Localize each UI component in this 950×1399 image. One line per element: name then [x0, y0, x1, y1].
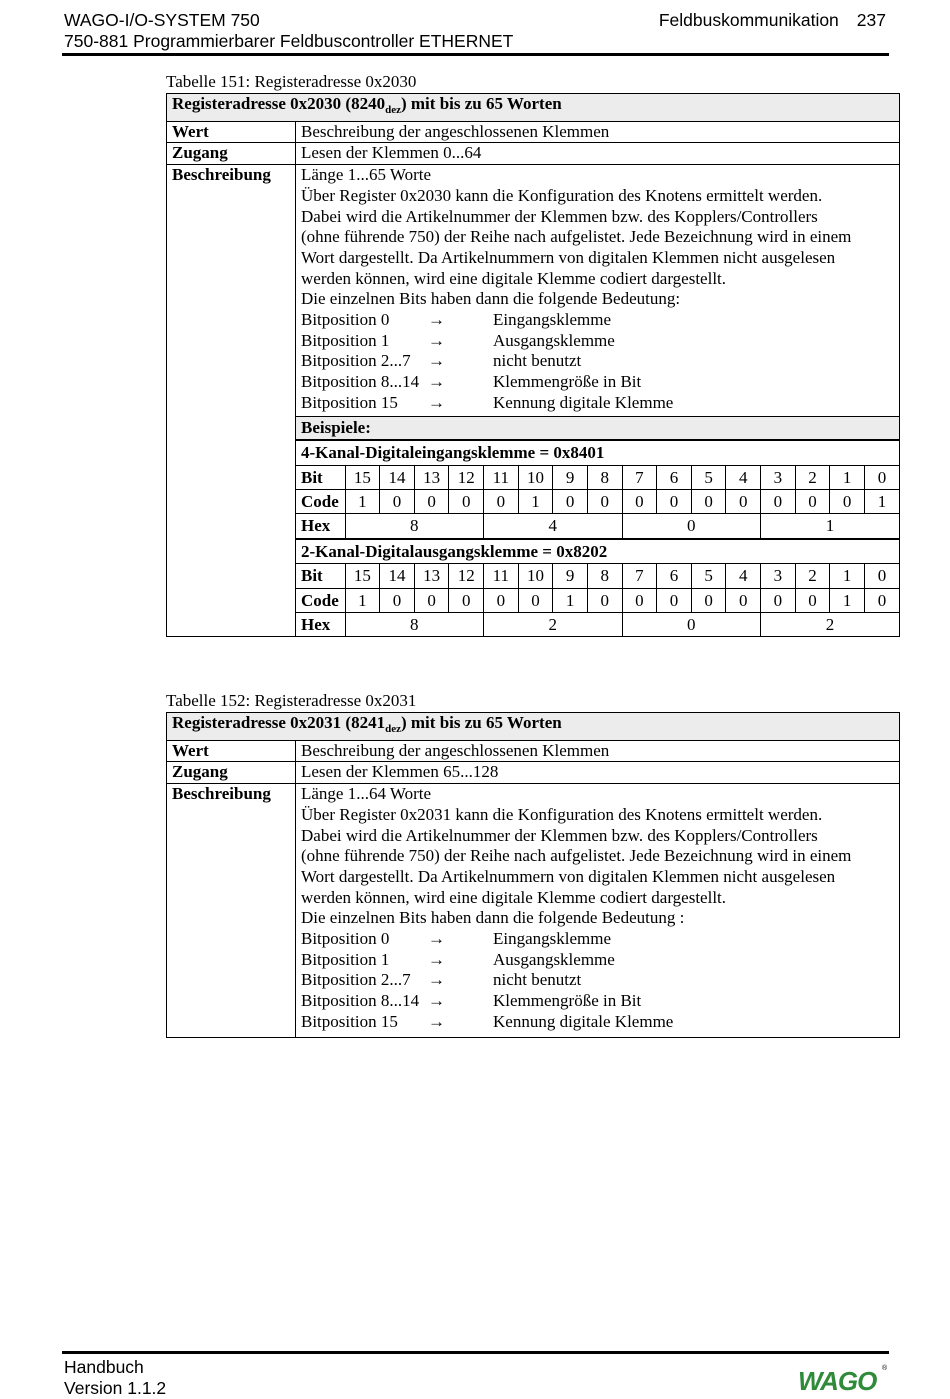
- bit-number: 13: [414, 564, 449, 588]
- bitposition-meaning: Klemmengröße in Bit: [493, 991, 642, 1011]
- row-value: Lesen der Klemmen 65...128: [296, 762, 900, 784]
- hex-row-label: Hex: [296, 514, 345, 538]
- code-row-label: Code: [296, 489, 345, 513]
- code-bit: 1: [830, 588, 865, 612]
- bit-number: 10: [518, 564, 553, 588]
- code-bit: 0: [414, 588, 449, 612]
- code-bit: 0: [587, 588, 622, 612]
- bit-number: 9: [553, 564, 588, 588]
- description-text: [301, 784, 894, 1032]
- version-label: Version 1.1.2: [64, 1378, 167, 1398]
- arrow-icon: →: [428, 392, 445, 412]
- description-line: Länge 1...65 Worte: [301, 165, 432, 185]
- page-header-left: [64, 10, 513, 52]
- bit-number: 8: [587, 564, 622, 588]
- bitposition-meaning: Klemmengröße in Bit: [493, 372, 642, 392]
- bitposition-meaning: Ausgangsklemme: [493, 949, 615, 969]
- row-label: Zugang: [167, 762, 296, 784]
- logo-wordmark: WAGO: [798, 1366, 877, 1394]
- code-row-label: Code: [296, 588, 345, 612]
- bit-row-label: Bit: [296, 465, 345, 489]
- code-bit: 0: [691, 489, 726, 513]
- document-subtitle: 750-881 Programmierbarer Feldbuscontroller ETHERNET: [64, 31, 514, 51]
- bit-number: 3: [761, 564, 796, 588]
- bit-number: 0: [864, 465, 899, 489]
- description-line: werden können, wird eine digitale Klemme codiert dargestellt.: [301, 887, 727, 907]
- code-bit: 0: [761, 489, 796, 513]
- description-line: Dabei wird die Artikelnummer der Klemmen bzw. des Kopplers/Controllers: [301, 825, 818, 845]
- bitposition-meaning: nicht benutzt: [493, 351, 582, 371]
- table-row-zugang: [167, 143, 900, 165]
- code-bit: 0: [449, 588, 484, 612]
- bit-number: 11: [484, 564, 519, 588]
- header-subscript: dez: [385, 723, 401, 735]
- row-label: Wert: [167, 121, 296, 143]
- bitposition-line: [301, 950, 894, 971]
- page-number: 237: [856, 10, 886, 30]
- hex-digit: 8: [345, 612, 484, 636]
- code-row: [296, 489, 899, 513]
- description-cell: [296, 165, 900, 416]
- arrow-icon: →: [428, 949, 445, 969]
- example-title: 2-Kanal-Digitalausgangsklemme = 0x8202: [296, 539, 899, 563]
- registered-mark: ®: [882, 1365, 888, 1372]
- bit-number: 5: [691, 564, 726, 588]
- bit-number: 15: [345, 465, 380, 489]
- page-header-right: [659, 10, 886, 31]
- bit-number: 10: [518, 465, 553, 489]
- manual-label: Handbuch: [64, 1357, 144, 1377]
- bit-number: 14: [380, 564, 415, 588]
- arrow-icon: →: [428, 310, 445, 330]
- arrow-icon: →: [428, 351, 445, 371]
- code-bit: 0: [795, 588, 830, 612]
- code-bit: 0: [657, 489, 692, 513]
- register-table-0x2030: [166, 93, 900, 637]
- description-line: Über Register 0x2030 kann die Konfiguration des Knotens ermittelt werden.: [301, 185, 823, 205]
- table-151-caption: Tabelle 151: Registeradresse 0x2030: [166, 72, 417, 91]
- bitposition-meaning: Kennung digitale Klemme: [493, 1011, 674, 1031]
- bit-row-label: Bit: [296, 564, 345, 588]
- bitposition-line: [301, 310, 894, 331]
- table-row-wert: [167, 121, 900, 143]
- table-row-wert: [167, 740, 900, 762]
- register-table-0x2031: [166, 712, 900, 1038]
- arrow-icon: →: [428, 1011, 445, 1031]
- code-bit: 0: [622, 489, 657, 513]
- bitposition-label: Bitposition 8...14: [301, 372, 420, 392]
- description-line: Die einzelnen Bits haben dann die folgende Bedeutung :: [301, 908, 685, 928]
- hex-digit: 1: [761, 514, 900, 538]
- header-subscript: dez: [385, 104, 401, 116]
- section-title: Feldbuskommunikation: [658, 10, 839, 30]
- hex-digit: 2: [484, 612, 623, 636]
- bitposition-meaning: Eingangsklemme: [493, 310, 612, 330]
- bitposition-label: Bitposition 2...7: [301, 970, 411, 990]
- code-bit: 0: [553, 489, 588, 513]
- header-text: Registeradresse 0x2031 (8241: [172, 713, 386, 732]
- bit-row: [296, 564, 899, 588]
- bit-number: 11: [484, 465, 519, 489]
- bit-table-example-1: [296, 440, 899, 538]
- bitposition-line: [301, 929, 894, 950]
- page-footer-left: [64, 1357, 166, 1399]
- row-label: Beschreibung: [167, 165, 296, 637]
- bit-number: 9: [553, 465, 588, 489]
- table-row-beschreibung: [167, 165, 900, 416]
- bitposition-line: [301, 351, 894, 372]
- wago-logo: [796, 1362, 892, 1394]
- description-line: (ohne führende 750) der Reihe nach aufgelistet. Jede Bezeichnung wird in einem: [301, 227, 852, 247]
- bit-table-example-2: [296, 539, 899, 637]
- bitposition-line: [301, 991, 894, 1012]
- bit-number: 7: [622, 564, 657, 588]
- header-text-suffix: ) mit bis zu 65 Worten: [400, 94, 562, 113]
- bitposition-label: Bitposition 0: [301, 310, 390, 330]
- example-title-row: [296, 539, 899, 563]
- arrow-icon: →: [428, 372, 445, 392]
- row-value: Beschreibung der angeschlossenen Klemmen: [296, 121, 900, 143]
- bitposition-line: [301, 372, 894, 393]
- row-label: Beschreibung: [167, 784, 296, 1037]
- hex-digit: 2: [761, 612, 900, 636]
- description-line: (ohne führende 750) der Reihe nach aufgelistet. Jede Bezeichnung wird in einem: [301, 846, 852, 866]
- bitposition-meaning: nicht benutzt: [493, 970, 582, 990]
- hex-digit: 0: [622, 514, 761, 538]
- bit-number: 6: [657, 465, 692, 489]
- arrow-icon: →: [428, 991, 445, 1011]
- bitposition-label: Bitposition 15: [301, 392, 398, 412]
- table-header-cell: [167, 94, 900, 122]
- header-text-suffix: ) mit bis zu 65 Worten: [400, 713, 562, 732]
- table-header-cell: [167, 713, 900, 741]
- bit-number: 15: [345, 564, 380, 588]
- bit-number: 1: [830, 564, 865, 588]
- row-label: Wert: [167, 740, 296, 762]
- bitposition-label: Bitposition 1: [301, 949, 390, 969]
- code-bit: 0: [484, 588, 519, 612]
- bit-number: 4: [726, 564, 761, 588]
- hex-row-label: Hex: [296, 612, 345, 636]
- bitposition-label: Bitposition 2...7: [301, 351, 411, 371]
- bitposition-label: Bitposition 15: [301, 1011, 398, 1031]
- example-title-row: [296, 441, 899, 465]
- code-bit: 1: [864, 489, 899, 513]
- description-line: Die einzelnen Bits haben dann die folgende Bedeutung:: [301, 289, 681, 309]
- row-value: Lesen der Klemmen 0...64: [296, 143, 900, 165]
- description-line: Über Register 0x2031 kann die Konfiguration des Knotens ermittelt werden.: [301, 804, 823, 824]
- description-line: werden können, wird eine digitale Klemme codiert dargestellt.: [301, 268, 727, 288]
- header-divider: [62, 53, 889, 56]
- hex-row: [296, 514, 899, 538]
- code-bit: 0: [380, 588, 415, 612]
- bit-number: 2: [795, 465, 830, 489]
- code-bit: 0: [657, 588, 692, 612]
- footer-divider: [62, 1351, 889, 1354]
- bitposition-meaning: Kennung digitale Klemme: [493, 392, 674, 412]
- code-bit: 1: [345, 588, 380, 612]
- code-bit: 0: [830, 489, 865, 513]
- bit-number: 3: [761, 465, 796, 489]
- code-bit: 0: [449, 489, 484, 513]
- example-title: 4-Kanal-Digitaleingangsklemme = 0x8401: [296, 441, 899, 465]
- bit-number: 2: [795, 564, 830, 588]
- bit-number: 0: [864, 564, 899, 588]
- code-bit: 0: [587, 489, 622, 513]
- code-bit: 1: [518, 489, 553, 513]
- arrow-icon: →: [428, 970, 445, 990]
- example-1-cell: [296, 440, 900, 539]
- code-bit: 1: [553, 588, 588, 612]
- bit-number: 13: [414, 465, 449, 489]
- bit-number: 12: [449, 465, 484, 489]
- bitposition-line: [301, 970, 894, 991]
- code-bit: 0: [864, 588, 899, 612]
- bit-number: 4: [726, 465, 761, 489]
- code-bit: 0: [380, 489, 415, 513]
- table-header-row: [167, 94, 900, 122]
- description-line: Dabei wird die Artikelnummer der Klemmen bzw. des Kopplers/Controllers: [301, 206, 818, 226]
- header-text: Registeradresse 0x2030 (8240: [172, 94, 386, 113]
- code-bit: 0: [414, 489, 449, 513]
- code-bit: 0: [518, 588, 553, 612]
- code-bit: 0: [622, 588, 657, 612]
- bitposition-line: [301, 331, 894, 352]
- arrow-icon: →: [428, 330, 445, 350]
- examples-heading: Beispiele:: [296, 416, 900, 440]
- table-row-zugang: [167, 762, 900, 784]
- bit-number: 1: [830, 465, 865, 489]
- code-bit: 0: [726, 588, 761, 612]
- bit-number: 5: [691, 465, 726, 489]
- bitposition-line: [301, 393, 894, 414]
- code-bit: 0: [691, 588, 726, 612]
- hex-digit: 4: [484, 514, 623, 538]
- bit-number: 14: [380, 465, 415, 489]
- hex-digit: 8: [345, 514, 484, 538]
- bit-number: 8: [587, 465, 622, 489]
- bit-number: 12: [449, 564, 484, 588]
- example-2-cell: [296, 538, 900, 637]
- table-152-caption: Tabelle 152: Registeradresse 0x2031: [166, 691, 417, 710]
- code-bit: 0: [484, 489, 519, 513]
- description-cell: [296, 784, 900, 1037]
- description-line: Wort dargestellt. Da Artikelnummern von digitalen Klemmen nicht ausgelesen: [301, 866, 836, 886]
- description-text: [301, 165, 894, 413]
- row-label: Zugang: [167, 143, 296, 165]
- bit-number: 6: [657, 564, 692, 588]
- code-row: [296, 588, 899, 612]
- bitposition-meaning: Eingangsklemme: [493, 929, 612, 949]
- table-header-row: [167, 713, 900, 741]
- code-bit: 0: [761, 588, 796, 612]
- bitposition-label: Bitposition 1: [301, 330, 390, 350]
- code-bit: 1: [345, 489, 380, 513]
- hex-row: [296, 612, 899, 636]
- bit-row: [296, 465, 899, 489]
- row-value: Beschreibung der angeschlossenen Klemmen: [296, 740, 900, 762]
- bitposition-line: [301, 1012, 894, 1033]
- description-line: Wort dargestellt. Da Artikelnummern von digitalen Klemmen nicht ausgelesen: [301, 247, 836, 267]
- document-title: WAGO-I/O-SYSTEM 750: [64, 10, 260, 30]
- code-bit: 0: [795, 489, 830, 513]
- bit-number: 7: [622, 465, 657, 489]
- code-bit: 0: [726, 489, 761, 513]
- bitposition-label: Bitposition 8...14: [301, 991, 420, 1011]
- bitposition-label: Bitposition 0: [301, 929, 390, 949]
- table-row-beschreibung: [167, 784, 900, 1037]
- hex-digit: 0: [622, 612, 761, 636]
- bitposition-meaning: Ausgangsklemme: [493, 330, 615, 350]
- arrow-icon: →: [428, 929, 445, 949]
- description-line: Länge 1...64 Worte: [301, 784, 432, 804]
